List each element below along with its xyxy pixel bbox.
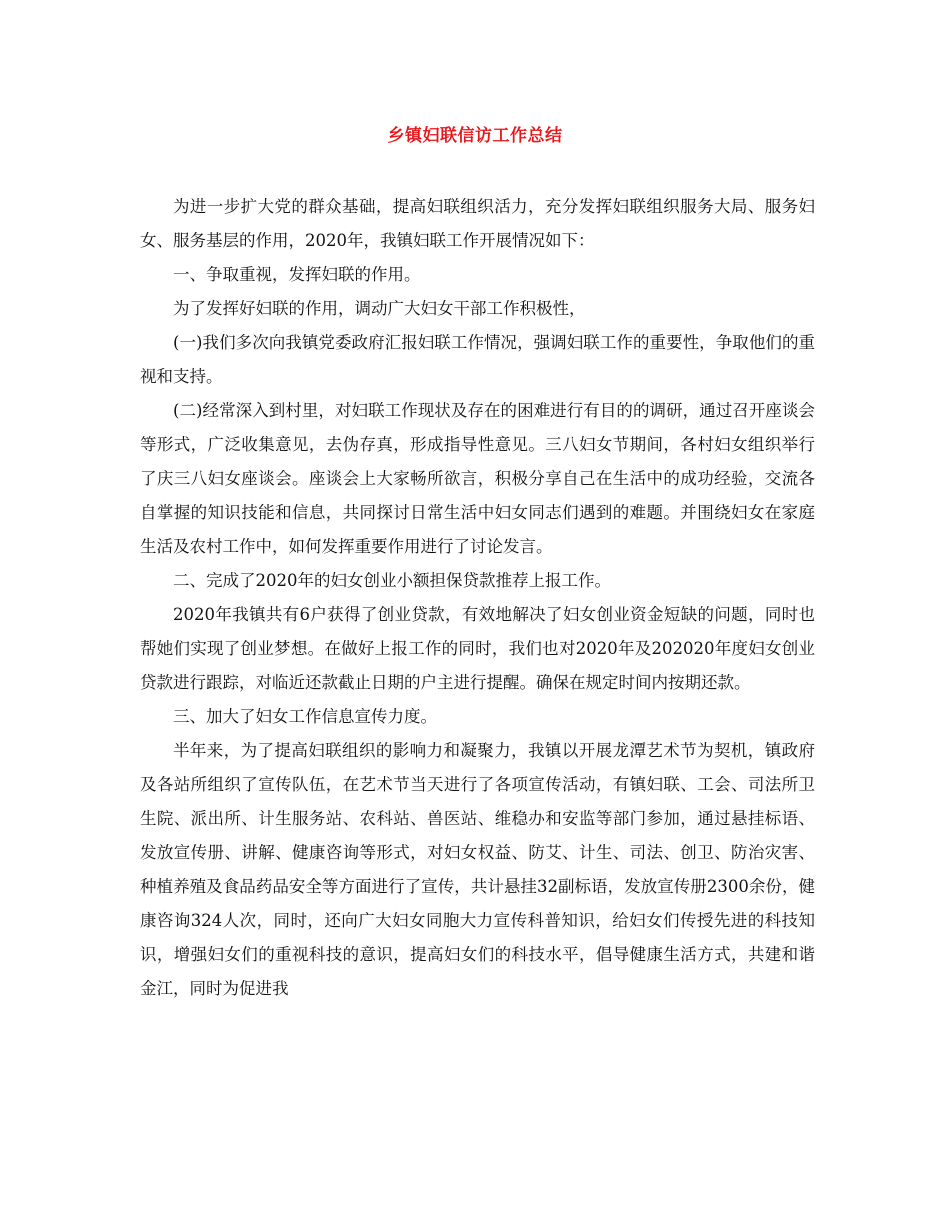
document-body bbox=[140, 190, 815, 1006]
paragraph-section-1-lead: 为了发挥好妇联的作用，调动广大妇女干部工作积极性， bbox=[173, 299, 586, 318]
paragraph-section-1-item-2: (二)经常深入到村里，对妇联工作现状及存在的困难进行有目的的调研，通过召开座谈会等形式，广泛收集意见，去伪存真，形成指导性意见。三八妇女节期间，各村妇女组织举行了庆三八妇女座谈会。座谈会上大家畅所欲言，积极分享自己在生活中的成功经验，交流各自掌握的知识技能和信息，共同探讨日常生活中妇女同志们遇到的难题。并围绕妇女在家庭生活及农村工作中，如何发挥重要作用进行了讨论发言。 bbox=[140, 401, 815, 556]
heading-section-1: 一、争取重视，发挥妇联的作用。 bbox=[173, 265, 421, 284]
heading-section-3: 三、加大了妇女工作信息宣传力度。 bbox=[173, 707, 437, 726]
paragraph-section-3: 半年来，为了提高妇联组织的影响力和凝聚力，我镇以开展龙潭艺术节为契机，镇政府及各站所组织了宣传队伍，在艺术节当天进行了各项宣传活动，有镇妇联、工会、司法所卫生院、派出所、计生服务站、农科站、兽医站、维稳办和安监等部门参加，通过悬挂标语、发放宣传册、讲解、健康咨询等形式，对妇女权益、防艾、计生、司法、创卫、防治灾害、种植养殖及食品药品安全等方面进行了宣传，共计悬挂32副标语，发放宣传册2300余份，健康咨询324人次，同时，还向广大妇女同胞大力宣传科普知识，给妇女们传授先进的科技知识，增强妇女们的重视科技的意识，提高妇女们的科技水平，倡导健康生活方式，共建和谐金江，同时为促进我 bbox=[140, 741, 815, 998]
heading-section-2: 二、完成了2020年的妇女创业小额担保贷款推荐上报工作。 bbox=[173, 571, 611, 590]
paragraph-section-2: 2020年我镇共有6户获得了创业贷款，有效地解决了妇女创业资金短缺的问题，同时也帮她们实现了创业梦想。在做好上报工作的同时，我们也对2020年及202020年度妇女创业贷款进行跟踪，对临近还款截止日期的户主进行提醒。确保在规定时间内按期还款。 bbox=[140, 605, 815, 692]
paragraph-section-1-item-1: (一)我们多次向我镇党委政府汇报妇联工作情况，强调妇联工作的重要性，争取他们的重视和支持。 bbox=[140, 333, 815, 386]
document-title: 乡镇妇联信访工作总结 bbox=[387, 126, 563, 146]
paragraph-intro: 为进一步扩大党的群众基础，提高妇联组织活力，充分发挥妇联组织服务大局、服务妇女、服务基层的作用，2020年，我镇妇联工作开展情况如下： bbox=[140, 197, 815, 250]
